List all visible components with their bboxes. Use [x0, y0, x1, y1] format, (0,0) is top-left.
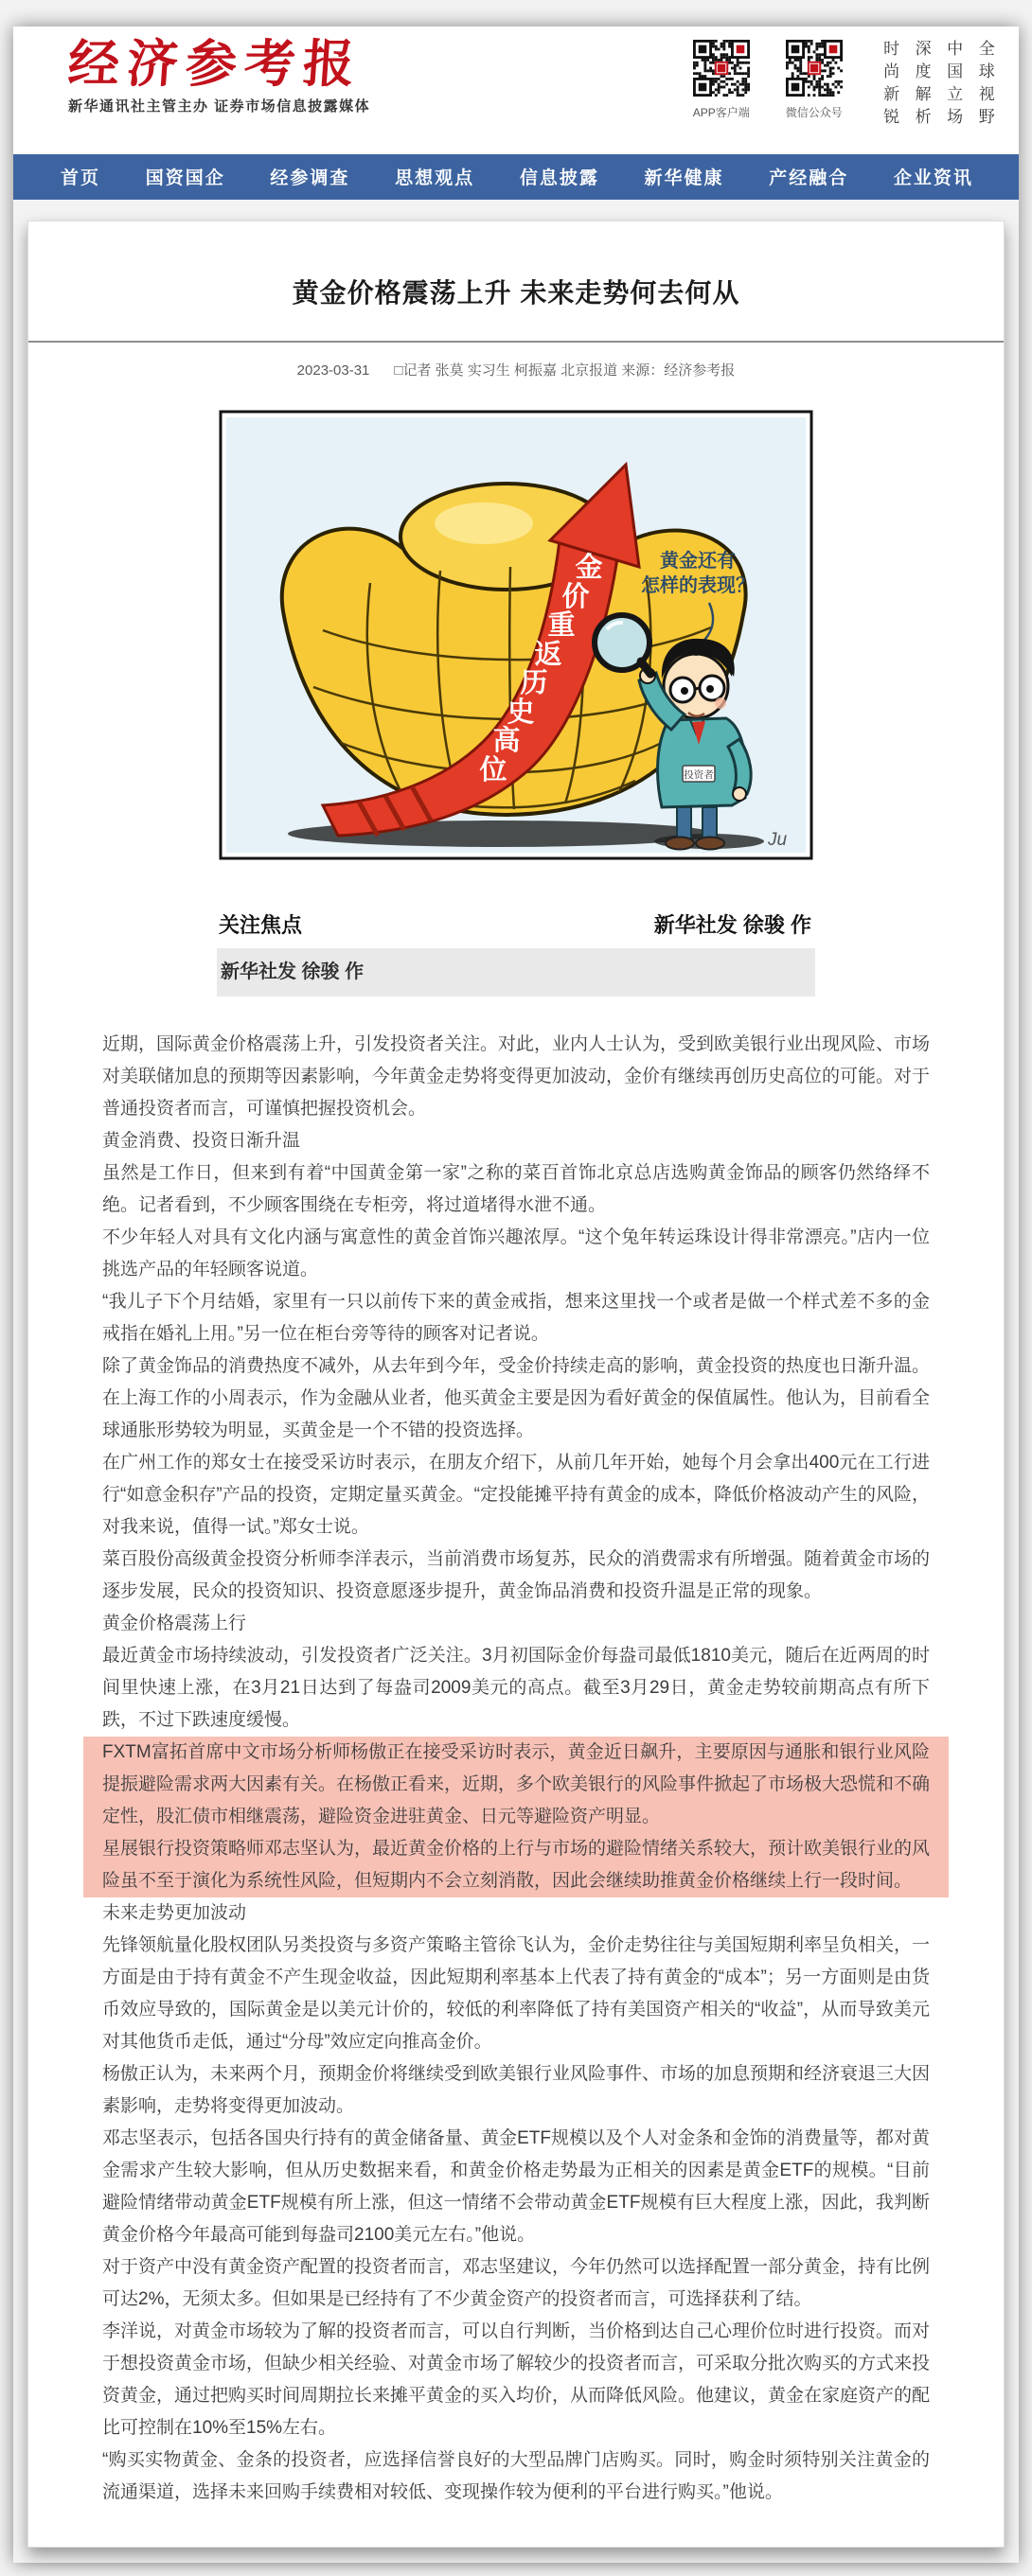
article-paragraph: 除了黄金饰品的消费热度不减外，从去年到今年，受金价持续走高的影响，黄金投资的热度也日渐升温。 — [102, 1355, 931, 1376]
arrow-char: 史 — [507, 697, 535, 728]
figure-credit: 新华社发 徐骏 作 — [217, 948, 815, 997]
arrow-char: 返 — [534, 639, 562, 670]
article-figure — [217, 408, 815, 997]
article-paragraph: 李洋说，对黄金市场较为了解的投资者而言，可以自行判断，当价格到达自己心理价位时进行投资。而对于想投资黄金市场，但缺少相关经验、对黄金市场了解较少的投资者而言，可采取分批次购买的方式来投资黄金，通过把购买时间周期拉长来摊平黄金的买入均价，从而降低风险。他建议，黄金在家庭资产的配比可控制在10%至15%左右。 — [102, 2320, 931, 2438]
bubble-line2: 怎样的表现？ — [641, 574, 755, 596]
article-paragraph: 先锋领航量化股权团队另类投资与多资产策略主管徐飞认为，金价走势往往与美国短期利率呈负相关，一方面是由于持有黄金不产生现金收益，因此短期利率基本上代表了持有黄金的“成本”；另一方面则是由货币效应导致的，国际黄金是以美元计价的，较低的利率降低了持有美国资产相关的“收益”，从而导致美元对其他货币走低，通过“分母”效应定向推高金价。 — [102, 1934, 931, 2052]
article-card — [27, 221, 1005, 2548]
nav-item-3[interactable]: 思想观点 — [395, 168, 475, 188]
article-paragraph: 在广州工作的郑女士在接受采访时表示，在朋友介绍下，从前几年开始，她每个月会拿出400元在工行进行“如意金积存”产品的投资，定期定量买黄金。“定投能摊平持有黄金的成本，降低价格波动产生的风险，对我来说，值得一试。”郑女士说。 — [102, 1452, 930, 1537]
slogan-col-2: 中国立场 — [947, 40, 964, 127]
article-byline — [102, 360, 930, 379]
article-paragraph: 星展银行投资策略师邓志坚认为，最近黄金价格的上行与市场的避险情绪关系较大，预计欧美银行业的风险虽不至于演化为系统性风险，但短期内不会立刻消散，因此会继续助推黄金价格继续上行一段时间。 — [83, 1833, 949, 1897]
qr-code-image — [786, 40, 843, 101]
nav-item-5[interactable]: 新华健康 — [644, 168, 724, 188]
figure-caption-row — [217, 900, 815, 948]
slogan-col-0: 时尚新锐 — [883, 40, 900, 127]
slogan-columns — [882, 38, 996, 130]
artist-signature: Ju — [767, 829, 788, 850]
article-title: 黄金价格震荡上升 未来走势何去何从 — [292, 277, 740, 308]
article-body — [102, 1029, 930, 2509]
site-header — [13, 26, 1019, 154]
article-paragraph: 虽然是工作日，但来到有着“中国黄金第一家”之称的菜百首饰北京总店选购黄金饰品的顾客仍然络绎不绝。记者看到，不少顾客围绕在专柜旁，将过道堵得水泄不通。 — [102, 1162, 930, 1215]
content-zone — [13, 200, 1019, 2563]
article-paragraph: 最近黄金市场持续波动，引发投资者广泛关注。3月初国际金价每盎司最低1810美元，随后在近两周的时间里快速上涨，在3月21日达到了每盎司2009美元的高点。截至3月29日，黄金走势较前期高点有所下跌，不过下跌速度缓慢。 — [102, 1645, 930, 1730]
site-logo: 经济参考报 — [65, 33, 365, 94]
nav-item-7[interactable]: 企业资讯 — [893, 168, 973, 188]
article-paragraph: 在上海工作的小周表示，作为金融从业者，他买黄金主要是因为看好黄金的保值属性。他认为，目前看全球通胀形势较为明显，买黄金是一个不错的投资选择。 — [102, 1387, 931, 1440]
site-logo-subtitle: 新华通讯社主管主办 证券市场信息披露媒体 — [68, 98, 371, 115]
article-paragraph: 邓志坚表示，包括各国央行持有的黄金储备量、黄金ETF规模以及个人对金条和金饰的消费量等，都对黄金需求产生较大影响，但从历史数据来看，和黄金价格走势最为正相关的因素是黄金ETF的规模。“目前避险情绪带动黄金ETF规模有所上涨，但这一情绪不会带动黄金ETF规模有巨大程度上涨，因此，我判断黄金价格今年最高可能到每盎司2100美元左右。”他说。 — [102, 2127, 930, 2245]
arrow-char: 位 — [479, 754, 507, 785]
nav-bar — [13, 154, 1019, 200]
bubble-line1: 黄金还有 — [660, 550, 736, 572]
qr-label: 微信公众号 — [785, 106, 843, 119]
article-paragraph: 对于资产中没有黄金资产配置的投资者而言，邓志坚建议，今年仍然可以选择配置一部分黄金，持有比例可达2%，无须太多。但如果是已经持有了不少黄金资产的投资者而言，可选择获利了结。 — [102, 2256, 931, 2309]
nav-item-4[interactable]: 信息披露 — [519, 168, 599, 188]
gold-cartoon-image — [217, 408, 815, 900]
article-paragraph: 菜百股份高级黄金投资分析师李洋表示，当前消费市场复苏，民众的消费需求有所增强。随着黄金市场的逐步发展，民众的投资知识、投资意愿逐步提升，黄金饰品消费和投资升温是正常的现象。 — [102, 1548, 931, 1601]
title-divider — [28, 341, 1004, 343]
article-paragraph: 不少年轻人对具有文化内涵与寓意性的黄金首饰兴趣浓厚。“这个兔年转运珠设计得非常漂亮。”店内一位挑选产品的年轻顾客说道。 — [102, 1226, 930, 1279]
qr-item-0 — [693, 40, 750, 120]
arrow-char: 历 — [520, 667, 548, 698]
nav-item-1[interactable]: 国资国企 — [145, 168, 225, 188]
qr-code-group — [693, 40, 843, 120]
qr-code-image — [693, 40, 750, 101]
arrow-char: 金 — [575, 552, 603, 583]
section-heading: 黄金消费、投资日渐升温 — [102, 1130, 301, 1151]
page — [13, 26, 1019, 2563]
slogan-col-1: 深度解析 — [915, 40, 932, 127]
figure-caption-right: 新华社发 徐骏 作 — [653, 912, 811, 937]
byline-text: □记者 张莫 实习生 柯振嘉 北京报道 来源：经济参考报 — [394, 362, 736, 379]
figure-caption-left: 关注焦点 — [219, 912, 303, 937]
article-paragraph: 近期，国际黄金价格震荡上升，引发投资者关注。对此，业内人士认为，受到欧美银行业出现风险、市场对美联储加息的预期等因素影响，今年黄金走势将变得更加波动，金价有继续再创历史高位的可能。对于普通投资者而言，可谨慎把握投资机会。 — [102, 1033, 931, 1119]
section-heading: 黄金价格震荡上行 — [102, 1613, 247, 1633]
nav-item-6[interactable]: 产经融合 — [769, 168, 849, 188]
article-paragraph: FXTM富拓首席中文市场分析师杨傲正在接受采访时表示，黄金近日飙升，主要原因与通胀和银行业风险提振避险需求两大因素有关。在杨傲正看来，近期，多个欧美银行的风险事件掀起了市场极大恐慌和不确定性，股汇债市相继震荡，避险资金进驻黄金、日元等避险资产明显。 — [83, 1737, 949, 1833]
arrow-char: 高 — [492, 725, 521, 756]
article-date: 2023-03-31 — [296, 362, 370, 379]
nav-item-0[interactable]: 首页 — [61, 168, 101, 188]
slogan-col-3: 全球视野 — [978, 40, 995, 127]
nav-item-2[interactable]: 经参调查 — [270, 168, 350, 188]
qr-item-1 — [786, 40, 843, 120]
section-heading: 未来走势更加波动 — [102, 1902, 247, 1923]
article-paragraph: “购买实物黄金、金条的投资者，应选择信誉良好的大型品牌门店购买。同时，购金时须特别关注黄金的流通渠道，选择未来回购手续费相对较低、变现操作较为便利的平台进行购买。”他说。 — [102, 2449, 930, 2502]
arrow-char: 价 — [561, 581, 590, 612]
arrow-char: 重 — [547, 609, 576, 641]
article-paragraph: “我儿子下个月结婚，家里有一只以前传下来的黄金戒指，想来这里找一个或者是做一个样式差不多的金戒指在婚礼上用。”另一位在柜台旁等待的顾客对记者说。 — [102, 1291, 930, 1344]
investor-badge: 投资者 — [684, 768, 714, 781]
article-paragraph: 杨傲正认为，未来两个月，预期金价将继续受到欧美银行业风险事件、市场的加息预期和经济衰退三大因素影响，走势将变得更加波动。 — [102, 2063, 931, 2116]
masthead — [65, 33, 371, 115]
qr-label: APP客户端 — [692, 106, 750, 119]
